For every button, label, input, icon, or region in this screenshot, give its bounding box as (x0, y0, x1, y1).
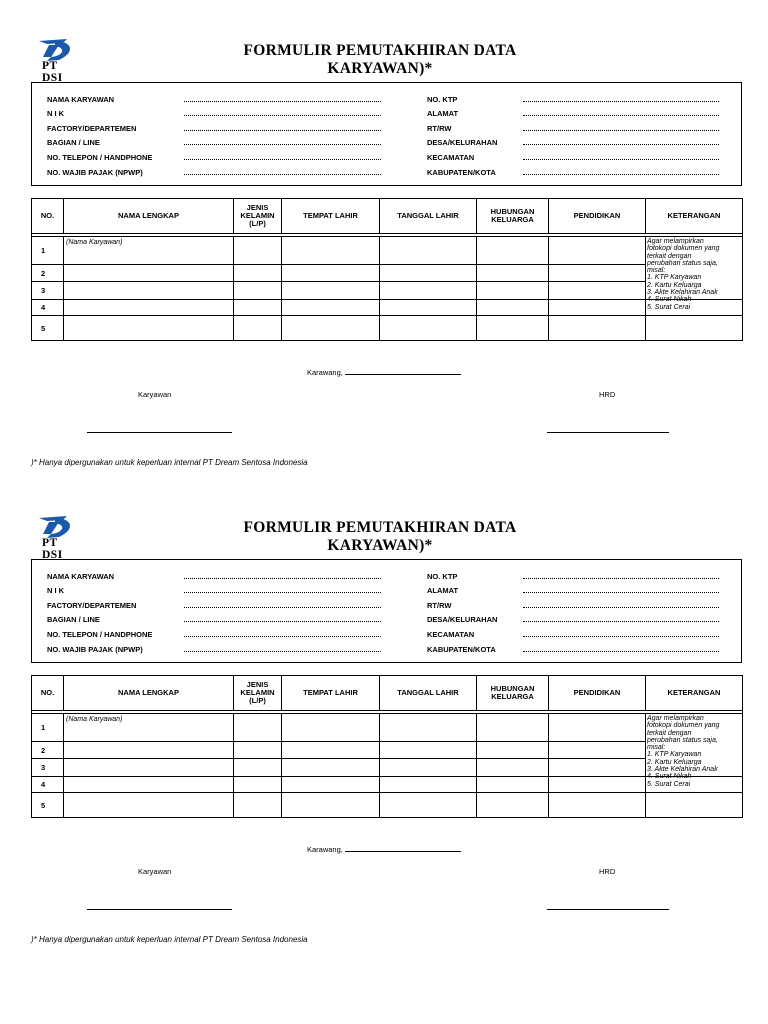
field-label: FACTORY/DEPARTEMEN (47, 601, 137, 610)
note-line: 4. Surat Nikah (647, 296, 692, 304)
info-field-nama-karyawan[interactable] (47, 93, 382, 107)
name-placeholder: (Nama Karyawan) (66, 716, 123, 723)
header-line: HUBUNGAN (490, 207, 535, 216)
cell-pendidikan[interactable] (549, 282, 646, 300)
note-line: 5. Surat Cerai (647, 303, 691, 311)
field-label: FACTORY/DEPARTEMEN (47, 124, 137, 133)
cell-hubungan[interactable] (477, 714, 549, 742)
col-header-keterangan: KETERANGAN (646, 199, 743, 234)
field-label: KECAMATAN (427, 630, 475, 639)
field-fill-line (523, 570, 719, 579)
header-line: KELAMIN (240, 688, 275, 697)
info-field-no-ktp[interactable] (427, 570, 720, 584)
table-row (32, 742, 743, 759)
note-line: 1. KTP Karyawan (647, 274, 702, 282)
note-line: 3. Akte Kelahiran Anak (647, 766, 718, 774)
info-field-desa[interactable] (427, 136, 720, 150)
info-field-kabupaten[interactable] (427, 643, 720, 657)
cell-tempat-lahir[interactable] (282, 282, 380, 300)
info-field-kabupaten[interactable] (427, 166, 720, 180)
keterangan-note (647, 238, 719, 311)
field-label: N I K (47, 586, 65, 595)
cell-pendidikan[interactable] (549, 759, 646, 777)
row-number: 4 (32, 777, 64, 793)
form-title-line2: KARYAWAN)* (327, 537, 433, 554)
cell-pendidikan[interactable] (549, 237, 646, 265)
field-fill-line (523, 613, 719, 622)
cell-jenis-kelamin[interactable] (234, 714, 282, 742)
cell-hubungan[interactable] (477, 759, 549, 777)
cell-keterangan[interactable] (646, 316, 743, 341)
signature-label-hrd: HRD (599, 867, 616, 876)
field-label: ALAMAT (427, 109, 459, 118)
col-header-nama: NAMA LENGKAP (64, 676, 234, 711)
table-row (32, 777, 743, 793)
dsi-logo-icon (37, 38, 77, 62)
col-header-pendidikan: PENDIDIKAN (549, 199, 646, 234)
col-header-tempat-lahir: TEMPAT LAHIR (282, 199, 380, 234)
field-fill-line (184, 93, 381, 102)
cell-tanggal-lahir[interactable] (380, 300, 477, 316)
note-line: 3. Akte Kelahiran Anak (647, 289, 718, 297)
row-number: 5 (32, 316, 64, 341)
info-field-npwp[interactable] (47, 643, 382, 657)
signature-line-hrd[interactable] (547, 909, 669, 910)
info-field-desa[interactable] (427, 613, 720, 627)
info-field-nik[interactable] (47, 107, 382, 121)
cell-tanggal-lahir[interactable] (380, 793, 477, 818)
cell-tempat-lahir[interactable] (282, 777, 380, 793)
field-fill-line (184, 613, 381, 622)
cell-pendidikan[interactable] (549, 300, 646, 316)
footnote: )* Hanya dipergunakan untuk keperluan internal PT Dream Sentosa Indonesia (31, 935, 308, 944)
employee-info-box (31, 559, 742, 663)
field-fill-line (184, 151, 381, 160)
header-line: JENIS (246, 203, 269, 212)
note-line: fotokopi dokumen yang (647, 722, 720, 730)
field-label: NO. WAJIB PAJAK (NPWP) (47, 645, 143, 654)
signature-label-hrd: HRD (599, 390, 616, 399)
row-number: 3 (32, 759, 64, 777)
note-line: Agar melampirkan (647, 715, 704, 722)
cell-pendidikan[interactable] (549, 742, 646, 759)
info-field-telepon[interactable] (47, 628, 382, 642)
note-line: 2. Kartu Keluarga (647, 758, 702, 766)
row-number: 2 (32, 742, 64, 759)
table-header-row (32, 676, 743, 711)
form-section-2 (0, 477, 768, 954)
row-number: 1 (32, 237, 64, 265)
note-line: fotokopi dokumen yang (647, 245, 720, 253)
logo-line-pt: PT (42, 60, 58, 72)
field-fill-line (184, 107, 381, 116)
cell-tanggal-lahir[interactable] (380, 316, 477, 341)
note-line: 4. Surat Nikah (647, 773, 692, 781)
place-date-line (307, 845, 461, 854)
field-fill-line (184, 136, 381, 145)
col-header-nama: NAMA LENGKAP (64, 199, 234, 234)
cell-hubungan[interactable] (477, 777, 549, 793)
info-field-bagian[interactable] (47, 613, 382, 627)
company-logo (37, 38, 81, 84)
field-label: RT/RW (427, 124, 452, 133)
field-label: ALAMAT (427, 586, 459, 595)
field-fill-line (184, 599, 381, 608)
cell-jenis-kelamin[interactable] (234, 237, 282, 265)
cell-nama[interactable] (64, 316, 234, 341)
cell-tanggal-lahir[interactable] (380, 282, 477, 300)
field-label: NO. KTP (427, 572, 458, 581)
note-line: misal: (647, 744, 666, 752)
note-line: perubahan status saja, (647, 259, 718, 267)
cell-nama[interactable] (64, 265, 234, 282)
field-fill-line (523, 166, 719, 175)
form-title (200, 519, 560, 555)
signature-label-karyawan: Karyawan (138, 867, 172, 876)
col-header-tempat-lahir: TEMPAT LAHIR (282, 676, 380, 711)
col-header-pendidikan: PENDIDIKAN (549, 676, 646, 711)
cell-tempat-lahir[interactable] (282, 316, 380, 341)
cell-hubungan[interactable] (477, 282, 549, 300)
cell-jenis-kelamin[interactable] (234, 742, 282, 759)
note-line: 1. KTP Karyawan (647, 751, 702, 759)
col-header-jenis-kelamin (234, 676, 282, 711)
field-label: NO. TELEPON / HANDPHONE (47, 630, 153, 639)
cell-tempat-lahir[interactable] (282, 742, 380, 759)
row-number: 5 (32, 793, 64, 818)
col-header-no: NO. (32, 199, 64, 234)
info-field-npwp[interactable] (47, 166, 382, 180)
table-row (32, 714, 743, 742)
cell-pendidikan[interactable] (549, 793, 646, 818)
cell-tempat-lahir[interactable] (282, 793, 380, 818)
cell-nama[interactable] (64, 793, 234, 818)
info-field-alamat[interactable] (427, 107, 720, 121)
field-fill-line (184, 166, 381, 175)
cell-hubungan[interactable] (477, 316, 549, 341)
info-field-factory[interactable] (47, 122, 382, 136)
table-header-row (32, 199, 743, 234)
note-line: misal: (647, 267, 666, 275)
info-field-no-ktp[interactable] (427, 93, 720, 107)
family-data-table (31, 675, 743, 818)
note-line: 2. Kartu Keluarga (647, 281, 702, 289)
company-logo (37, 515, 81, 561)
field-fill-line (523, 93, 719, 102)
info-field-telepon[interactable] (47, 151, 382, 165)
header-line: (L/P) (249, 219, 266, 228)
cell-jenis-kelamin[interactable] (234, 282, 282, 300)
cell-tempat-lahir[interactable] (282, 759, 380, 777)
cell-pendidikan[interactable] (549, 265, 646, 282)
col-header-keterangan: KETERANGAN (646, 676, 743, 711)
field-fill-line (523, 122, 719, 131)
cell-tanggal-lahir[interactable] (380, 759, 477, 777)
cell-tempat-lahir[interactable] (282, 265, 380, 282)
cell-tanggal-lahir[interactable] (380, 237, 477, 265)
form-title (200, 42, 560, 78)
table-row (32, 759, 743, 777)
cell-nama[interactable] (64, 759, 234, 777)
col-header-tanggal-lahir: TANGGAL LAHIR (380, 676, 477, 711)
table-row (32, 793, 743, 818)
info-field-rt-rw[interactable] (427, 599, 720, 613)
dsi-logo-icon (37, 515, 77, 539)
cell-jenis-kelamin[interactable] (234, 759, 282, 777)
cell-jenis-kelamin[interactable] (234, 793, 282, 818)
field-label: KABUPATEN/KOTA (427, 168, 496, 177)
field-label: KECAMATAN (427, 153, 475, 162)
header-line: KELUARGA (491, 692, 534, 701)
table-row (32, 316, 743, 341)
date-blank[interactable] (345, 845, 461, 852)
row-number: 4 (32, 300, 64, 316)
cell-tanggal-lahir[interactable] (380, 742, 477, 759)
field-label: DESA/KELURAHAN (427, 138, 498, 147)
table-row (32, 265, 743, 282)
note-line: perubahan status saja, (647, 736, 718, 744)
note-line: 5. Surat Cerai (647, 780, 691, 788)
col-header-hubungan (477, 676, 549, 711)
cell-nama[interactable] (64, 282, 234, 300)
family-data-table (31, 198, 743, 341)
signature-line-hrd[interactable] (547, 432, 669, 433)
row-number: 2 (32, 265, 64, 282)
field-label: NO. WAJIB PAJAK (NPWP) (47, 168, 143, 177)
field-label: NO. TELEPON / HANDPHONE (47, 153, 153, 162)
info-field-bagian[interactable] (47, 136, 382, 150)
field-label: N I K (47, 109, 65, 118)
cell-nama[interactable] (64, 237, 234, 265)
field-fill-line (184, 122, 381, 131)
info-field-factory[interactable] (47, 599, 382, 613)
logo-line-dsi: DSI (42, 549, 63, 561)
field-fill-line (523, 151, 719, 160)
cell-keterangan (646, 714, 743, 788)
cell-jenis-kelamin[interactable] (234, 265, 282, 282)
header-line: HUBUNGAN (490, 684, 535, 693)
place-label: Karawang, (307, 845, 343, 854)
field-label: BAGIAN / LINE (47, 615, 100, 624)
info-field-kecamatan[interactable] (427, 628, 720, 642)
info-field-kecamatan[interactable] (427, 151, 720, 165)
field-label: NAMA KARYAWAN (47, 572, 115, 581)
cell-keterangan[interactable] (646, 793, 743, 818)
field-fill-line (523, 107, 719, 116)
cell-hubungan[interactable] (477, 793, 549, 818)
header-line: JENIS (246, 680, 269, 689)
date-blank[interactable] (345, 368, 461, 375)
place-date-line (307, 368, 461, 377)
field-fill-line (523, 136, 719, 145)
cell-tanggal-lahir[interactable] (380, 265, 477, 282)
col-header-no: NO. (32, 676, 64, 711)
name-placeholder: (Nama Karyawan) (66, 239, 123, 246)
cell-hubungan[interactable] (477, 300, 549, 316)
cell-tempat-lahir[interactable] (282, 300, 380, 316)
cell-tempat-lahir[interactable] (282, 237, 380, 265)
row-number: 3 (32, 282, 64, 300)
cell-hubungan[interactable] (477, 742, 549, 759)
info-field-rt-rw[interactable] (427, 122, 720, 136)
form-title-line1: FORMULIR PEMUTAKHIRAN DATA (243, 519, 517, 536)
table-row (32, 282, 743, 300)
header-line: KELAMIN (240, 211, 275, 220)
cell-hubungan[interactable] (477, 237, 549, 265)
field-fill-line (523, 584, 719, 593)
cell-jenis-kelamin[interactable] (234, 300, 282, 316)
signature-line-karyawan[interactable] (87, 909, 232, 910)
field-label: NAMA KARYAWAN (47, 95, 115, 104)
info-field-alamat[interactable] (427, 584, 720, 598)
info-field-nik[interactable] (47, 584, 382, 598)
field-label: BAGIAN / LINE (47, 138, 100, 147)
employee-info-box (31, 82, 742, 186)
row-number: 1 (32, 714, 64, 742)
form-title-line1: FORMULIR PEMUTAKHIRAN DATA (243, 42, 517, 59)
cell-tanggal-lahir[interactable] (380, 777, 477, 793)
keterangan-note (647, 715, 719, 788)
cell-jenis-kelamin[interactable] (234, 777, 282, 793)
field-fill-line (523, 599, 719, 608)
cell-pendidikan[interactable] (549, 777, 646, 793)
logo-line-dsi: DSI (42, 72, 63, 84)
header-line: KELUARGA (491, 215, 534, 224)
logo-text (42, 60, 63, 84)
col-header-hubungan (477, 199, 549, 234)
logo-text (42, 537, 63, 561)
info-field-nama-karyawan[interactable] (47, 570, 382, 584)
cell-nama[interactable] (64, 742, 234, 759)
cell-nama[interactable] (64, 300, 234, 316)
cell-tempat-lahir[interactable] (282, 714, 380, 742)
field-fill-line (184, 570, 381, 579)
header-line: (L/P) (249, 696, 266, 705)
field-fill-line (184, 628, 381, 637)
cell-jenis-kelamin[interactable] (234, 316, 282, 341)
note-line: terkait dengan (647, 252, 692, 260)
cell-keterangan (646, 237, 743, 311)
footnote: )* Hanya dipergunakan untuk keperluan internal PT Dream Sentosa Indonesia (31, 458, 308, 467)
field-fill-line (184, 643, 381, 652)
cell-hubungan[interactable] (477, 265, 549, 282)
form-title-line2: KARYAWAN)* (327, 60, 433, 77)
note-line: Agar melampirkan (647, 238, 704, 245)
signature-line-karyawan[interactable] (87, 432, 232, 433)
field-label: KABUPATEN/KOTA (427, 645, 496, 654)
cell-nama[interactable] (64, 714, 234, 742)
form-section-1 (0, 0, 768, 477)
cell-pendidikan[interactable] (549, 316, 646, 341)
cell-tanggal-lahir[interactable] (380, 714, 477, 742)
field-fill-line (184, 584, 381, 593)
field-fill-line (523, 643, 719, 652)
table-row (32, 237, 743, 265)
field-label: RT/RW (427, 601, 452, 610)
field-label: DESA/KELURAHAN (427, 615, 498, 624)
cell-nama[interactable] (64, 777, 234, 793)
field-fill-line (523, 628, 719, 637)
table-row (32, 300, 743, 316)
field-label: NO. KTP (427, 95, 458, 104)
cell-pendidikan[interactable] (549, 714, 646, 742)
note-line: terkait dengan (647, 729, 692, 737)
logo-line-pt: PT (42, 537, 58, 549)
place-label: Karawang, (307, 368, 343, 377)
signature-label-karyawan: Karyawan (138, 390, 172, 399)
col-header-tanggal-lahir: TANGGAL LAHIR (380, 199, 477, 234)
col-header-jenis-kelamin (234, 199, 282, 234)
